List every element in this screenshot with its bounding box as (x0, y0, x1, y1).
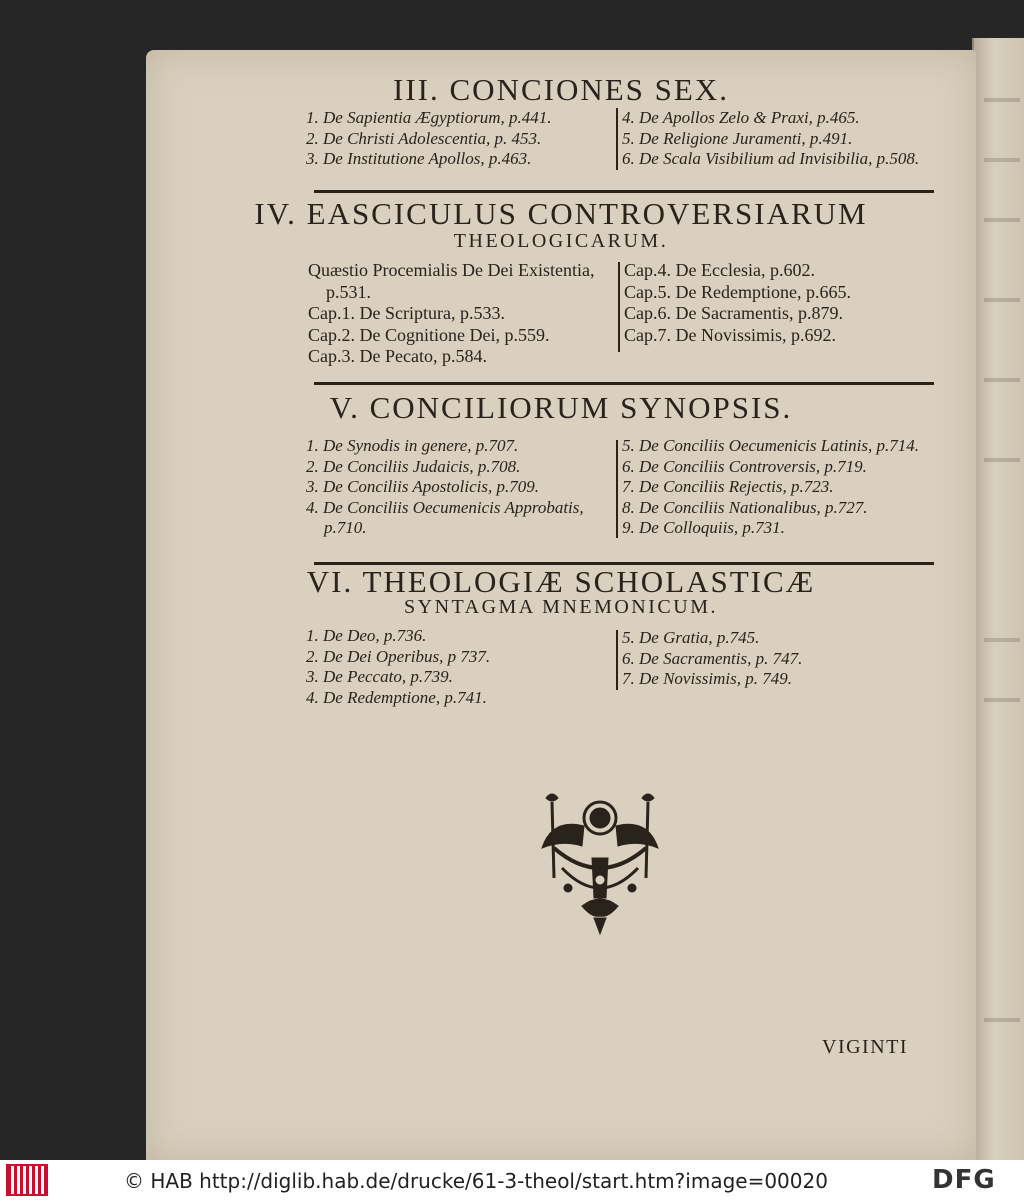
book-page (146, 50, 976, 1160)
section-6-title: VI. THEOLOGIÆ SCHOLASTICÆ (306, 564, 816, 599)
list-item: 3. De Peccato, p.739. (306, 667, 453, 686)
column-brace (616, 630, 618, 690)
adjacent-page-edge (972, 38, 1024, 1160)
list-item: Quæstio Procemialis De Dei Existentia, (308, 260, 595, 280)
list-item: Cap.7. De Novissimis, p.692. (624, 324, 837, 345)
list-item: 5. De Religione Juramenti, p.491. (622, 128, 853, 148)
list-item: 1. De Deo, p.736. (306, 626, 427, 645)
dfg-logo[interactable]: DFG (932, 1165, 996, 1195)
list-item: 3. De Conciliis Apostolicis, p.709. (306, 477, 539, 496)
section-6-right-list (622, 628, 802, 690)
section-divider (314, 190, 934, 193)
list-item: Cap.2. De Cognitione Dei, p.559. (308, 324, 550, 345)
list-item: 7. De Novissimis, p. 749. (622, 669, 792, 688)
list-item: 6. De Sacramentis, p. 747. (622, 648, 803, 668)
hab-logo-icon[interactable] (6, 1164, 48, 1196)
list-item: 4. De Conciliis Oecumenicis Approbatis, (306, 497, 584, 517)
list-item: Cap.6. De Sacramentis, p.879. (624, 303, 843, 323)
section-5-right-list (622, 436, 919, 539)
list-item: p.710. (324, 518, 367, 537)
section-4-left-list (308, 260, 594, 368)
list-item: 4. De Redemptione, p.741. (306, 687, 487, 707)
section-3-left-list (306, 108, 552, 170)
list-item: p.531. (326, 281, 371, 302)
section-5-title: V. CONCILIORUM SYNOPSIS. (329, 390, 793, 425)
list-item: 2. De Christi Adolescentia, p. 453. (306, 128, 542, 148)
section-4-subtitle: THEOLOGICARUM. (453, 230, 669, 252)
list-item: Cap.4. De Ecclesia, p.602. (624, 260, 815, 280)
list-item: 1. De Synodis in genere, p.707. (306, 436, 519, 455)
list-item: 1. De Sapientia Ægyptiorum, p.441. (306, 108, 552, 127)
section-6-left-list (306, 626, 490, 708)
section-4-right-list (624, 260, 851, 346)
list-item: 9. De Colloquiis, p.731. (622, 518, 785, 537)
list-item: Cap.1. De Scriptura, p.533. (308, 303, 505, 323)
section-5-left-list (306, 436, 584, 539)
cherub-ornament-icon (532, 788, 668, 938)
column-brace (616, 440, 618, 538)
list-item: 8. De Conciliis Nationalibus, p.727. (622, 497, 868, 517)
list-item: 6. De Conciliis Controversis, p.719. (622, 456, 867, 476)
column-brace (616, 108, 618, 170)
column-brace (618, 262, 620, 352)
list-item: 4. De Apollos Zelo & Praxi, p.465. (622, 108, 860, 127)
footer-bar (0, 1160, 1024, 1201)
list-item: Cap.3. De Pecato, p.584. (308, 346, 487, 366)
list-item: 6. De Scala Visibilium ad Invisibilia, p.508. (622, 149, 920, 168)
section-3-title: III. CONCIONES SEX. (393, 72, 729, 107)
section-divider (314, 382, 934, 385)
list-item: 5. De Gratia, p.745. (622, 628, 760, 647)
list-item: 2. De Dei Operibus, p 737. (306, 646, 491, 666)
section-4-title: IV. EASCICULUS CONTROVERSIARUM (254, 196, 868, 231)
list-item: 3. De Institutione Apollos, p.463. (306, 149, 532, 168)
list-item: 7. De Conciliis Rejectis, p.723. (622, 477, 834, 496)
section-3-right-list (622, 108, 919, 170)
source-link[interactable]: © HAB http://diglib.hab.de/drucke/61-3-theol/start.htm?image=00020 (124, 1169, 828, 1193)
catchword: VIGINTI (822, 1036, 909, 1058)
list-item: Cap.5. De Redemptione, p.665. (624, 281, 851, 302)
list-item: 2. De Conciliis Judaicis, p.708. (306, 456, 521, 476)
list-item: 5. De Conciliis Oecumenicis Latinis, p.714. (622, 436, 920, 455)
section-6-subtitle: SYNTAGMA MNEMONICUM. (404, 596, 718, 618)
